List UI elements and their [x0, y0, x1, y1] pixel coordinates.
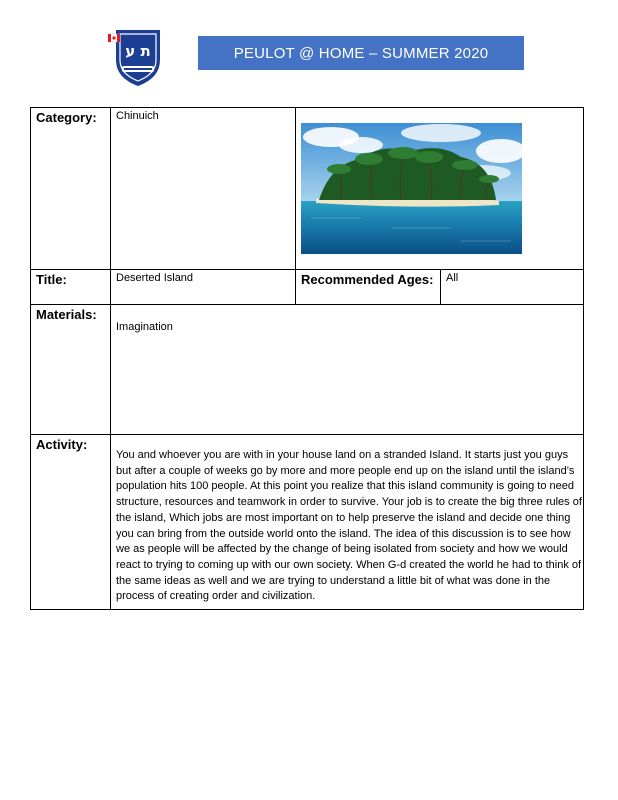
materials-label: Materials:	[31, 305, 111, 435]
svg-text:ת ע: ת ע	[125, 42, 151, 60]
banner-title: PEULOT @ HOME – SUMMER 2020	[233, 44, 489, 62]
camp-shield-logo-icon	[106, 26, 168, 88]
tropical-island-photo	[301, 123, 522, 254]
header-banner	[198, 36, 524, 70]
recommended-ages-label: Recommended Ages:	[296, 270, 441, 305]
materials-value: Imagination	[111, 305, 584, 435]
activity-form	[30, 107, 584, 610]
activity-label: Activity:	[31, 435, 111, 610]
category-label: Category:	[31, 108, 111, 270]
activity-description: You and whoever you are with in your house land on a stranded Island. It starts just you guys but after a couple of weeks go by more and more people end up on the island until the island’s population hits 100 people. At this point you realize that this island community is going to need structure, resources and teamwork in order to survive. Your job is to create the big three rules of the island, Which jobs are most important on to help preserve the island and decide one thing you can bring from the outside world onto the island. The idea of this discussion is to see how we as people will be affected by the change of being isolated from society and how we would react to trying to coming up with our own society. When G-d created the world he had to think of the same ideas as well and we are trying to understand a little bit of what was done in the process of creating order and civilization.	[111, 435, 584, 610]
title-label: Title:	[31, 270, 111, 305]
image-cell	[296, 108, 584, 270]
canada-flag-icon	[108, 34, 120, 42]
category-value: Chinuich	[111, 108, 296, 270]
camp-logo	[106, 26, 168, 88]
recommended-ages-value: All	[441, 270, 584, 305]
title-value: Deserted Island	[111, 270, 296, 305]
